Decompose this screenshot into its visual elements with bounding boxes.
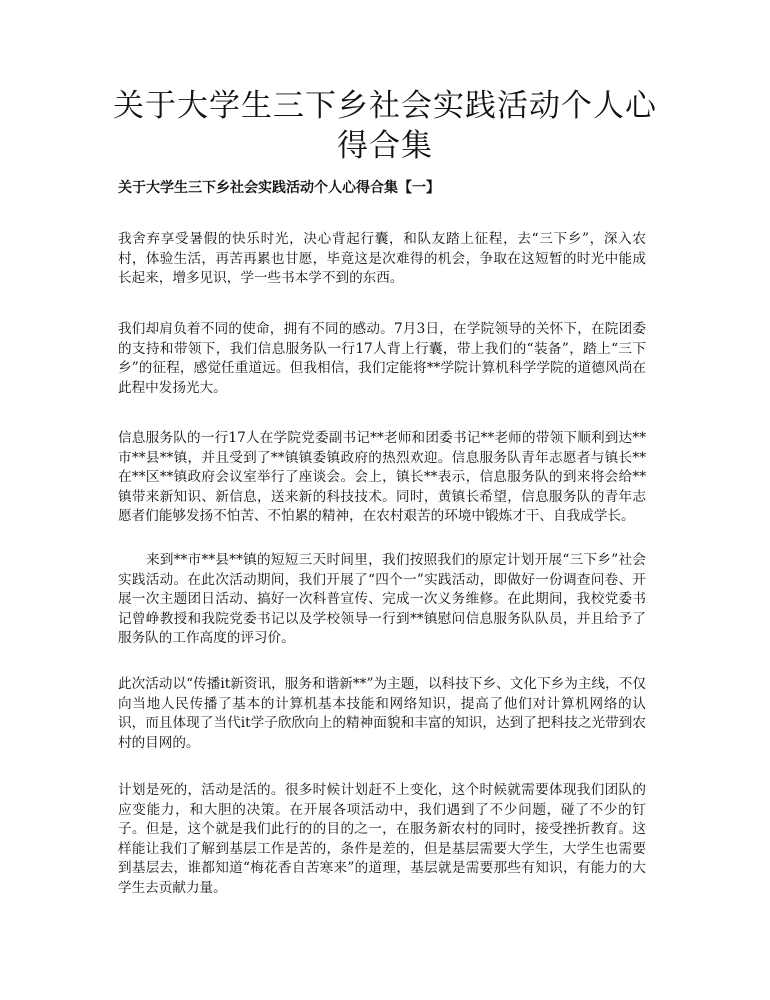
document-title: 关于大学生三下乡社会实践活动个人心得合集 — [113, 88, 657, 164]
paragraph-6: 计划是死的，活动是活的。很多时候计划赶不上变化，这个时候就需要体现我们团队的应变能力，和大胆的决策。在开展各项活动中，我们遇到了不少问题，碰了不少的钉子。但是，这个就是我们此行的的目的之一，在服务新农村的同时，接受挫折教育。这样能让我们了解到基层工作是苦的，条件是差的，但是基层需要大学生，大学生也需要到基层去，谁都知道“梅花香自苦寒来”的道理，基层就是需要那些有知识，有能力的大学生去贡献力量。 — [118, 782, 646, 896]
paragraph-5: 此次活动以“传播it新资讯，服务和谐新**”为主题，以科技下乡、文化下乡为主线，不仅向当地人民传播了基本的计算机基本技能和网络知识，提高了他们对计算机网络的认识，而且体现了当代it学子欣欣向上的精神面貌和丰富的知识，达到了把科技之光带到农村的目网的。 — [118, 676, 646, 751]
paragraph-1: 我舍弃享受暑假的快乐时光，决心背起行囊，和队友踏上征程，去“三下乡”，深入农村，体验生活，再苦再累也甘愿，毕竟这是次难得的机会，争取在这短暂的时光中能成长起来，增多见识，学一些书本学不到的东西。 — [118, 231, 646, 286]
paragraph-2: 我们却肩负着不同的使命，拥有不同的感动。7月3日，在学院领导的关怀下，在院团委的支持和带领下，我们信息服务队一行17人背上行囊，带上我们的“装备”，踏上“三下乡”的征程，感觉任重道远。但我相信，我们定能将**学院计算机科学学院的道德风尚在此程中发扬光大。 — [118, 321, 646, 396]
section-heading: 关于大学生三下乡社会实践活动个人心得合集【一】 — [118, 180, 440, 196]
paragraph-4: 来到**市**县**镇的短短三天时间里，我们按照我们的原定计划开展“三下乡”社会实践活动。在此次活动期间，我们开展了“四个一”实践活动，即做好一份调查问卷、开展一次主题团日活动、搞好一次科普宣传、完成一次义务维修。在此期间，我校党委书记曾峥教授和我院党委书记以及学校领导一行到**镇慰问信息服务队队员，并且给予了服务队的工作高度的评习价。 — [118, 552, 646, 646]
paragraph-3: 信息服务队的一行17人在学院党委副书记**老师和团委书记**老师的带领下顺利到达**市**县**镇，并且受到了**镇镇委镇政府的热烈欢迎。信息服务队青年志愿者与镇长**在**区**镇政府会议室举行了座谈会。会上，镇长**表示，信息服务队的到来将会给**镇带来新知识、新信息，送来新的科技技术。同时，黄镇长希望，信息服务队的青年志愿者们能够发扬不怕苦、不怕累的精神，在农村艰苦的环境中锻炼才干、自我成学长。 — [118, 430, 646, 524]
